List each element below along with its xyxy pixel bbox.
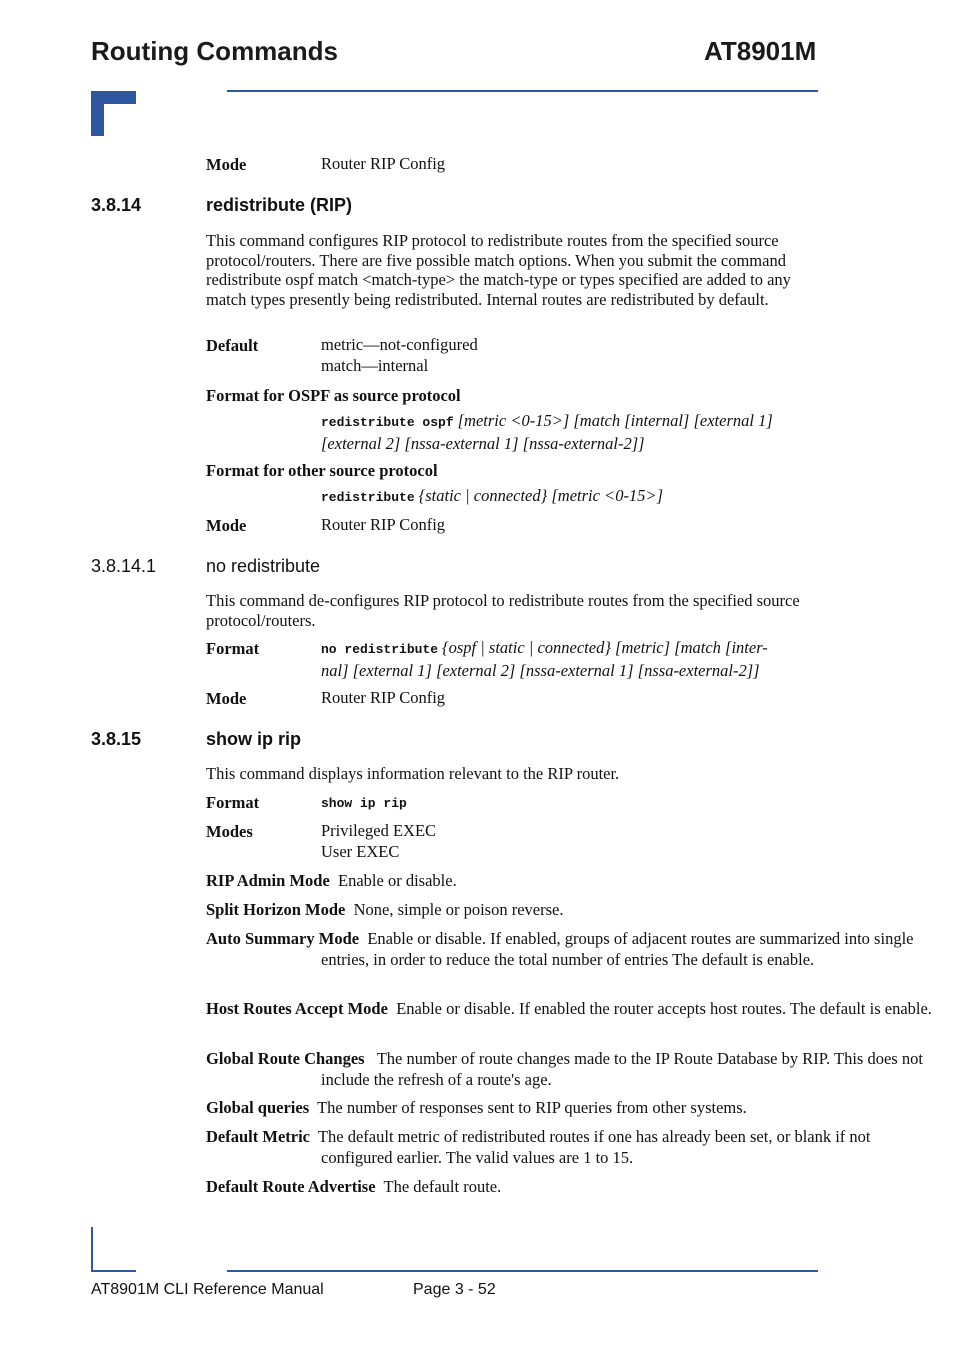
field-term: RIP Admin Mode <box>206 871 330 890</box>
format-ospf-args-2: [external 2] [nssa-external 1] [nssa-external-2]] <box>321 434 645 453</box>
section-description: This command displays information relevant to the RIP router. <box>206 764 620 783</box>
section-description: This command configures RIP protocol to redistribute routes from the specified source protocol/routers. There are five possible match options. When you submit the command redistribute ospf match <match-type> the match-type or types specified are added to any match types presently being redistributed. Internal routes are redistributed by default. <box>206 231 791 309</box>
mode-value: Router RIP Config <box>321 688 446 707</box>
field-term: Auto Summary Mode <box>206 929 360 948</box>
subsection-description: This command de-configures RIP protocol to redistribute routes from the specified source protocol/routers. <box>206 591 800 630</box>
field-desc: Enable or disable. If enabled the router accepts host routes. The default is enable. <box>396 999 932 1018</box>
field-desc: None, simple or poison reverse. <box>353 900 564 919</box>
field-definition <box>206 1048 933 1090</box>
format-other-heading: Format for other source protocol <box>206 461 438 480</box>
section-title: show ip rip <box>206 729 302 749</box>
format-ospf-heading: Format for OSPF as source protocol <box>206 386 461 405</box>
field-term: Default Metric <box>206 1127 310 1146</box>
field-desc: The default metric of redistributed routes if one has already been set, or blank if not configured earlier. The valid values are 1 to 15. <box>317 1127 871 1167</box>
field-term: Global Route Changes <box>206 1049 365 1068</box>
top-mode-value: Router RIP Config <box>321 154 446 173</box>
show-ip-rip-command: show ip rip <box>321 796 407 811</box>
field-desc: The default route. <box>383 1177 502 1196</box>
field-term: Default Route Advertise <box>206 1177 376 1196</box>
format-label: Format <box>206 639 260 658</box>
subsection-title: no redistribute <box>206 556 321 576</box>
modes-value-2: User EXEC <box>321 842 400 861</box>
field-definition <box>206 1176 933 1197</box>
default-label: Default <box>206 336 259 355</box>
corner-bracket-icon <box>91 91 136 136</box>
field-desc: Enable or disable. If enabled, groups of adjacent routes are summarized into single entries, in order to reduce the total number of entries The default is enable. <box>321 929 914 969</box>
section-number: 3.8.14 <box>91 195 142 215</box>
field-definition <box>206 998 933 1019</box>
footer-manual-title: AT8901M CLI Reference Manual <box>91 1281 324 1298</box>
field-desc: Enable or disable. <box>338 871 457 890</box>
field-definition <box>206 899 818 920</box>
no-redistribute-args-1: {ospf | static | connected} [metric] [match [inter- <box>442 638 768 657</box>
section-title: redistribute (RIP) <box>206 195 353 215</box>
mode-value: Router RIP Config <box>321 515 446 534</box>
field-definition <box>206 1097 933 1118</box>
subsection-number: 3.8.14.1 <box>91 556 157 576</box>
format-other-syntax <box>321 485 821 508</box>
running-header-title: Routing Commands <box>91 36 338 66</box>
format-label: Format <box>206 793 260 812</box>
field-definition <box>206 870 818 891</box>
field-desc: The number of responses sent to RIP queries from other systems. <box>317 1098 747 1117</box>
running-header-product: AT8901M <box>704 36 817 66</box>
format-other-command: redistribute <box>321 490 415 505</box>
modes-label: Modes <box>206 822 253 841</box>
no-redistribute-args-2: nal] [external 1] [external 2] [nssa-external 1] [nssa-external-2]] <box>321 661 760 680</box>
top-mode-label: Mode <box>206 155 247 174</box>
no-redistribute-command: no redistribute <box>321 642 439 657</box>
format-ospf-command: redistribute ospf <box>321 415 454 430</box>
footer-rule <box>227 1270 818 1272</box>
default-value-2: match—internal <box>321 356 429 375</box>
field-term: Global queries <box>206 1098 310 1117</box>
field-term: Host Routes Accept Mode <box>206 999 388 1018</box>
format-other-args: {static | connected} [metric <0-15>] <box>418 486 663 505</box>
format-ospf-args-1: [metric <0-15>] [match [internal] [external 1] <box>457 411 773 430</box>
field-term: Split Horizon Mode <box>206 900 346 919</box>
default-value-1: metric—not-configured <box>321 335 478 354</box>
modes-value-1: Privileged EXEC <box>321 821 437 840</box>
field-definition <box>206 1126 933 1168</box>
section-number: 3.8.15 <box>91 729 142 749</box>
corner-bracket-bottom-icon <box>91 1227 136 1272</box>
no-redistribute-syntax <box>321 637 821 682</box>
format-ospf-syntax <box>321 410 821 455</box>
footer-page-number: Page 3 - 52 <box>413 1281 496 1298</box>
field-definition <box>206 928 933 970</box>
mode-label: Mode <box>206 689 247 708</box>
mode-label: Mode <box>206 516 247 535</box>
field-desc: The number of route changes made to the IP Route Database by RIP. This does not include the refresh of a route's age. <box>321 1049 923 1089</box>
header-rule <box>227 90 818 92</box>
